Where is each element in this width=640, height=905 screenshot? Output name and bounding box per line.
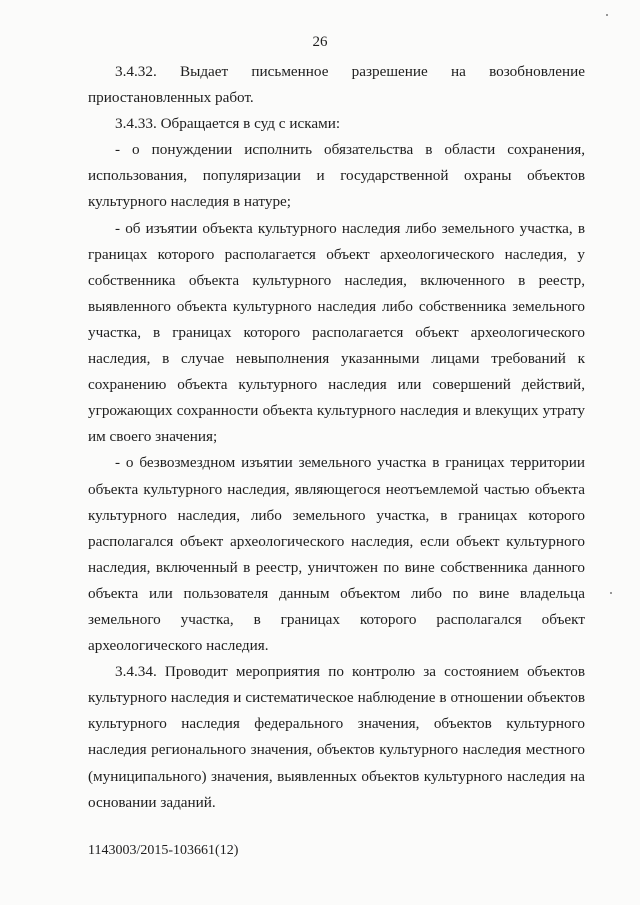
list-item-gratuitous-seizure: - о безвозмездном изъятии земельного участка в границах территории объекта культурного наследия, являющегося неотъемлемой частью объекта культурного наследия, либо земельного участка, в границах которого располагался объект археологического наследия, если объект культурного наследия, включенный в реестр, уничтожен по вине собственника данного объекта или пользователя данным объектом либо по вине владельца земельного участка, в границах которого располагался объект археологического наследия. [88,454,585,655]
list-item-seizure: - об изъятии объекта культурного наследия либо земельного участка, в границах которого располагается объект археологического наследия, у собственника объекта культурного наследия, включенного в реестр, выявленного объекта культурного наследия либо собственника земельного участка, в границах которого располагается объект археологического наследия, в случае невыполнения указанными лицами требований к сохранению объекта культурного наследия или совершений действий, угрожающих сохранности объекта культурного наследия и влекущих утрату им своего значения; [88,219,585,446]
scan-speck [610,592,612,594]
footer-document-code: 1143003/2015-103661(12) [88,843,239,858]
paragraph-3-4-33: 3.4.33. Обращается в суд с исками: [115,115,341,133]
document-body [88,59,585,816]
paragraph-3-4-32: 3.4.32. Выдает письменное разрешение на возобновление приостановленных работ. [88,63,585,107]
paragraph-3-4-34: 3.4.34. Проводит мероприятия по контролю за состоянием объектов культурного наследия и систематическое наблюдение в отношении объектов культурного наследия федерального значения, объектов культурного наследия регионального значения, объектов культурного наследия местного (муниципального) значения, выявленных объектов культурного наследия на основании заданий. [88,663,585,811]
scan-speck [606,14,608,16]
list-item-obligations: - о понуждении исполнить обязательства в области сохранения, использования, популяризации и государственной охраны объектов культурного наследия в натуре; [88,141,585,211]
page-number: 26 [312,34,328,50]
